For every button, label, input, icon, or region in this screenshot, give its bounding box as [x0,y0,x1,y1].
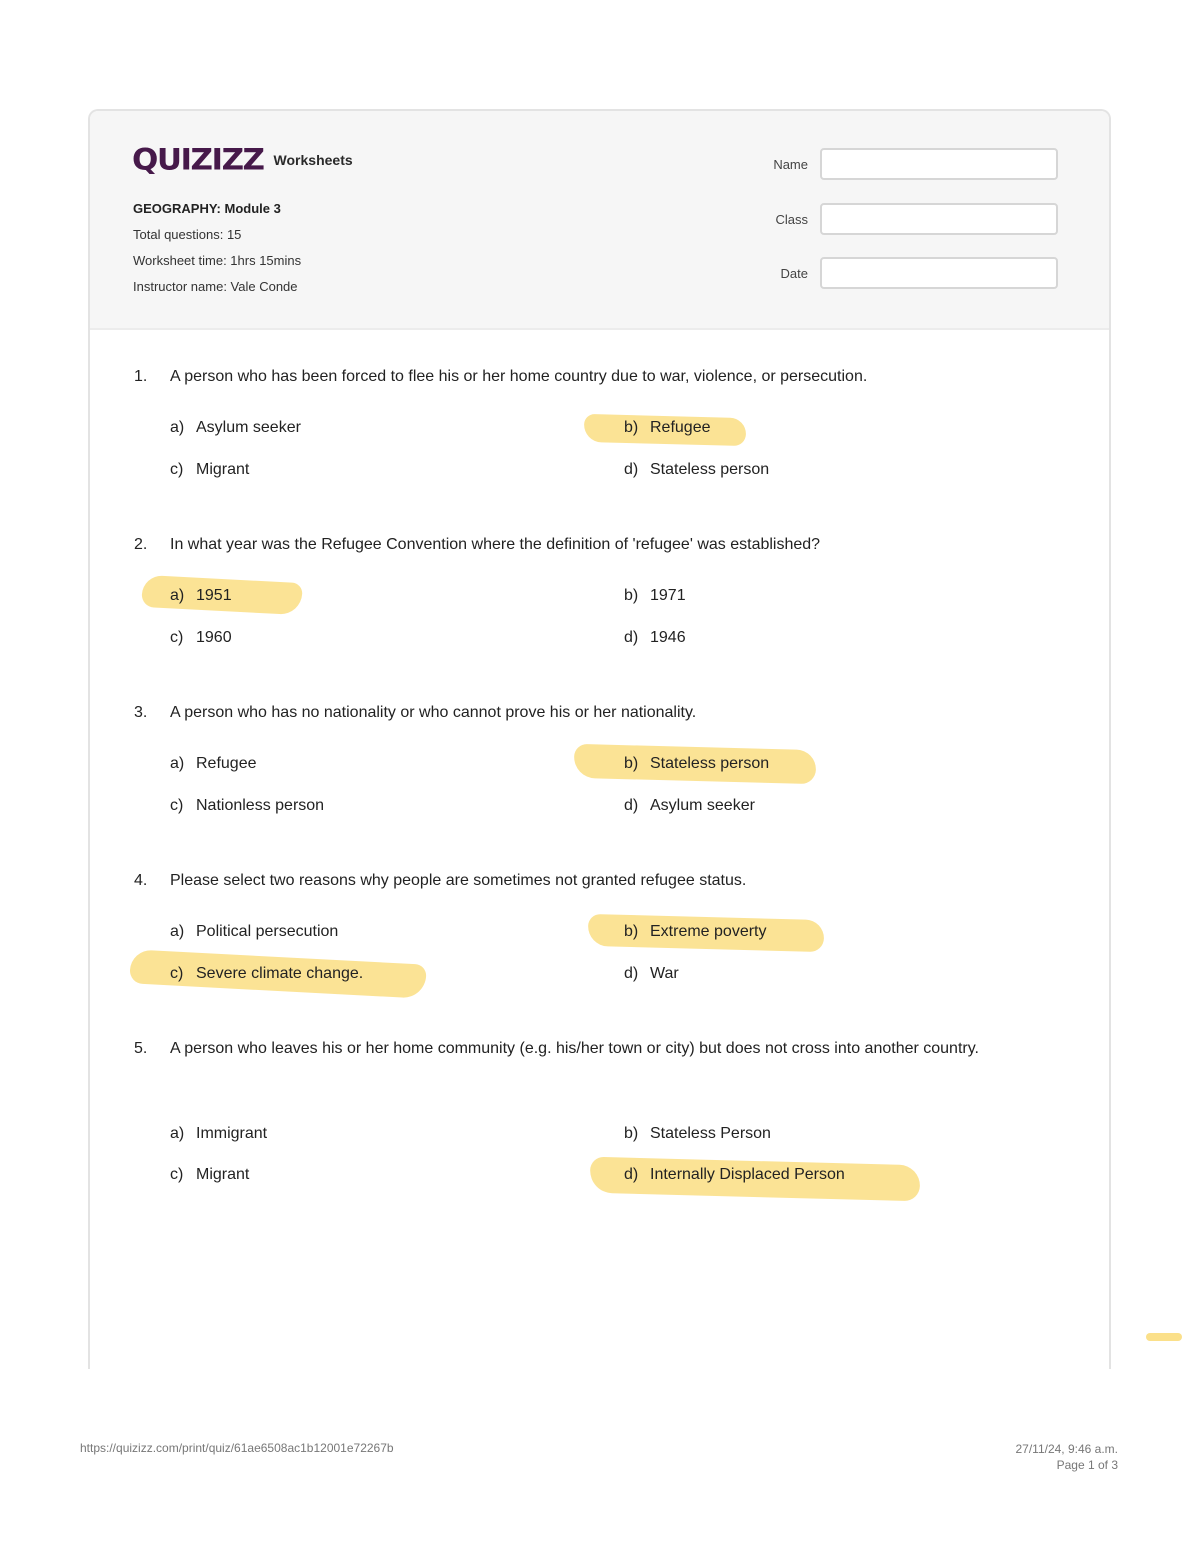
option-a[interactable]: a) Political persecution [170,923,339,940]
option-b[interactable]: b) Refugee [624,419,711,436]
question-number: 3. [134,704,148,721]
footer-meta [1015,1441,1118,1473]
total-questions: Total questions: 15 [133,227,242,242]
option-c[interactable]: c) Nationless person [170,797,325,814]
name-input[interactable] [820,148,1058,180]
quizizz-logo [132,143,353,177]
question-number: 1. [134,368,148,385]
option-a[interactable]: a) Asylum seeker [170,419,301,436]
class-field-row [750,203,1058,235]
worksheet-card [88,109,1111,1369]
class-input[interactable] [820,203,1058,235]
option-c[interactable]: c) Migrant [170,1166,250,1183]
highlighter-mark [1146,1333,1182,1341]
option-a[interactable]: a) 1951 [170,587,232,604]
option-a[interactable]: a) Immigrant [170,1125,268,1142]
option-a[interactable]: a) Refugee [170,755,257,772]
worksheet-meta [133,201,301,305]
worksheet-time: Worksheet time: 1hrs 15mins [133,253,302,268]
option-d[interactable]: d) Internally Displaced Person [624,1166,845,1183]
question-number: 5. [134,1040,148,1057]
option-b[interactable]: b) 1971 [624,587,686,604]
class-label: Class [775,211,808,227]
option-b[interactable]: b) Stateless Person [624,1125,771,1142]
option-c[interactable]: c) Severe climate change. [170,965,364,982]
question-text: A person who has been forced to flee his or her home country due to war, violence, or persecution. [170,368,868,385]
option-b[interactable]: b) Extreme poverty [624,923,767,940]
option-d[interactable]: d) 1946 [624,629,686,646]
option-c[interactable]: c) 1960 [170,629,232,646]
question-number: 2. [134,536,148,553]
question-text: In what year was the Refugee Convention where the definition of 'refugee' was established? [170,536,821,553]
print-datetime: 27/11/24, 9:46 a.m. [1015,1442,1118,1456]
worksheet-title: GEOGRAPHY: Module 3 [133,201,281,216]
question-stem [134,865,1034,896]
question-text: Please select two reasons why people are sometimes not granted refugee status. [170,872,747,889]
question-number: 4. [134,872,148,889]
option-c[interactable]: c) Migrant [170,461,250,478]
page-number: Page 1 of 3 [1056,1458,1118,1472]
question-1 [134,361,1034,478]
date-input[interactable] [820,257,1058,289]
date-field-row [750,257,1058,289]
option-d[interactable]: d) War [624,965,679,982]
question-4 [134,865,1034,982]
question-5 [134,1033,1034,1183]
worksheet-header [90,111,1109,330]
name-field-row [750,148,1058,180]
question-stem [134,1033,1034,1064]
question-stem [134,529,1034,560]
brand-subtitle: Worksheets [273,152,353,168]
name-label: Name [773,156,808,172]
date-label: Date [780,265,808,281]
question-text: A person who leaves his or her home community (e.g. his/her town or city) but does not cross into another country. [170,1040,979,1057]
question-stem [134,697,1034,728]
question-text: A person who has no nationality or who cannot prove his or her nationality. [170,704,697,721]
question-3 [134,697,1034,814]
question-2 [134,529,1034,646]
option-b[interactable]: b) Stateless person [624,755,770,772]
option-d[interactable]: d) Stateless person [624,461,770,478]
option-d[interactable]: d) Asylum seeker [624,797,755,814]
question-stem [134,361,1034,392]
instructor-name: Instructor name: Vale Conde [133,279,298,294]
brand-wordmark: QUIZIZZ [132,142,264,178]
footer-url: https://quizizz.com/print/quiz/61ae6508ac1b12001e72267b [80,1441,394,1455]
